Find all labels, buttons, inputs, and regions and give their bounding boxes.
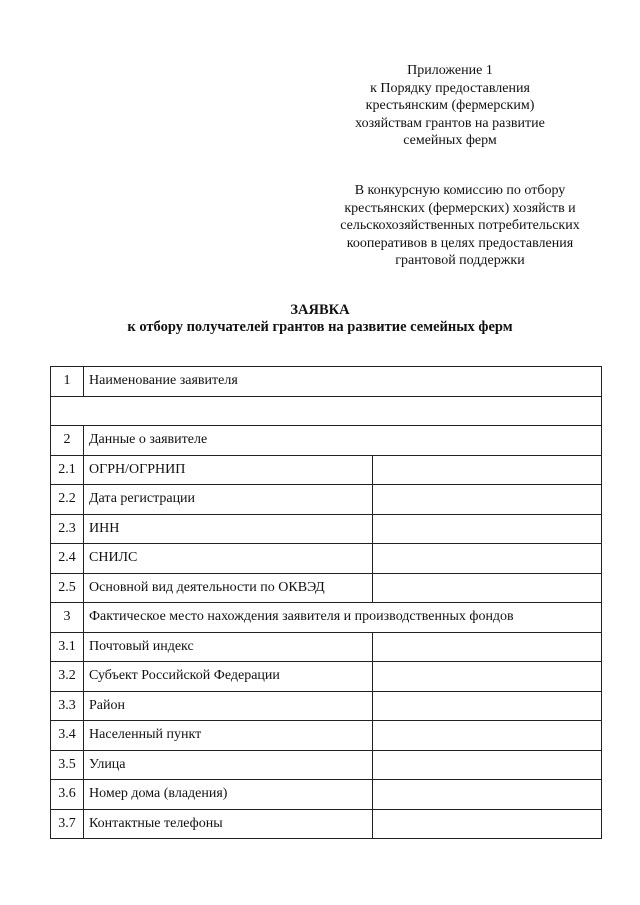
row-label: Субъект Российской Федерации xyxy=(84,662,373,692)
table-row xyxy=(51,396,602,426)
row-label: Контактные телефоны xyxy=(84,809,373,839)
okved-value-field[interactable] xyxy=(373,573,602,603)
appendix-line: Приложение 1 xyxy=(407,63,493,78)
table-row xyxy=(51,721,602,751)
postal-code-field[interactable] xyxy=(373,632,602,662)
registration-date-field[interactable] xyxy=(373,485,602,515)
row-number: 3.1 xyxy=(51,632,84,662)
table-row xyxy=(51,367,602,397)
row-number: 3 xyxy=(51,603,84,633)
federal-subject-field[interactable] xyxy=(373,662,602,692)
district-field[interactable] xyxy=(373,691,602,721)
street-field[interactable] xyxy=(373,750,602,780)
row-label: Район xyxy=(84,691,373,721)
row-label: Фактическое место нахождения заявителя и производственных фондов xyxy=(84,603,602,633)
row-number: 2.1 xyxy=(51,455,84,485)
appendix-line: к Порядку предоставления xyxy=(370,80,530,96)
row-number: 3.5 xyxy=(51,750,84,780)
row-number: 3.4 xyxy=(51,721,84,751)
addressee-line: крестьянских (фермерских) хозяйств и xyxy=(344,200,576,216)
addressee-line: кооперативов в целях предоставления xyxy=(346,235,574,251)
row-number: 2.4 xyxy=(51,544,84,574)
table-row xyxy=(51,544,602,574)
row-number: 2.5 xyxy=(51,573,84,603)
document-subtitle: к отбору получателей грантов на развитие семейных ферм xyxy=(127,319,513,335)
appendix-line: хозяйствам грантов на развитие xyxy=(355,115,545,131)
row-number: 2.2 xyxy=(51,485,84,515)
table-row xyxy=(51,485,602,515)
applicant-name-field[interactable] xyxy=(51,396,602,426)
row-number: 2 xyxy=(51,426,84,456)
addressee-line: сельскохозяйственных потребительских xyxy=(340,218,580,233)
row-number: 3.7 xyxy=(51,809,84,839)
row-number: 2.3 xyxy=(51,514,84,544)
table-row xyxy=(51,455,602,485)
row-label: Населенный пункт xyxy=(84,721,373,751)
table-row xyxy=(51,750,602,780)
appendix-block xyxy=(330,62,570,150)
application-form-table xyxy=(50,366,602,839)
contact-phones-field[interactable] xyxy=(373,809,602,839)
row-label: Основной вид деятельности по ОКВЭД xyxy=(84,573,373,603)
appendix-line: крестьянским (фермерским) xyxy=(365,98,535,113)
addressee-block xyxy=(290,182,630,270)
row-label: Почтовый индекс xyxy=(84,632,373,662)
table-row xyxy=(51,662,602,692)
row-number: 3.6 xyxy=(51,780,84,810)
row-label: СНИЛС xyxy=(84,544,373,574)
row-label: Номер дома (владения) xyxy=(84,780,373,810)
row-number: 1 xyxy=(51,367,84,397)
ogrn-value-field[interactable] xyxy=(373,455,602,485)
addressee-line: В конкурсную комиссию по отбору xyxy=(354,183,566,198)
table-row xyxy=(51,632,602,662)
snils-value-field[interactable] xyxy=(373,544,602,574)
table-row xyxy=(51,780,602,810)
row-label: ОГРН/ОГРНИП xyxy=(84,455,373,485)
table-row xyxy=(51,603,602,633)
inn-value-field[interactable] xyxy=(373,514,602,544)
table-row xyxy=(51,426,602,456)
row-label: ИНН xyxy=(84,514,373,544)
row-label: Дата регистрации xyxy=(84,485,373,515)
table-row xyxy=(51,809,602,839)
document-title: ЗАЯВКА xyxy=(290,302,350,318)
house-number-field[interactable] xyxy=(373,780,602,810)
settlement-field[interactable] xyxy=(373,721,602,751)
table-row xyxy=(51,514,602,544)
row-number: 3.3 xyxy=(51,691,84,721)
row-number: 3.2 xyxy=(51,662,84,692)
row-label: Улица xyxy=(84,750,373,780)
table-row xyxy=(51,691,602,721)
row-label: Наименование заявителя xyxy=(84,367,602,397)
row-label: Данные о заявителе xyxy=(84,426,602,456)
table-row xyxy=(51,573,602,603)
addressee-line: грантовой поддержки xyxy=(395,253,525,268)
appendix-line: семейных ферм xyxy=(403,133,497,148)
